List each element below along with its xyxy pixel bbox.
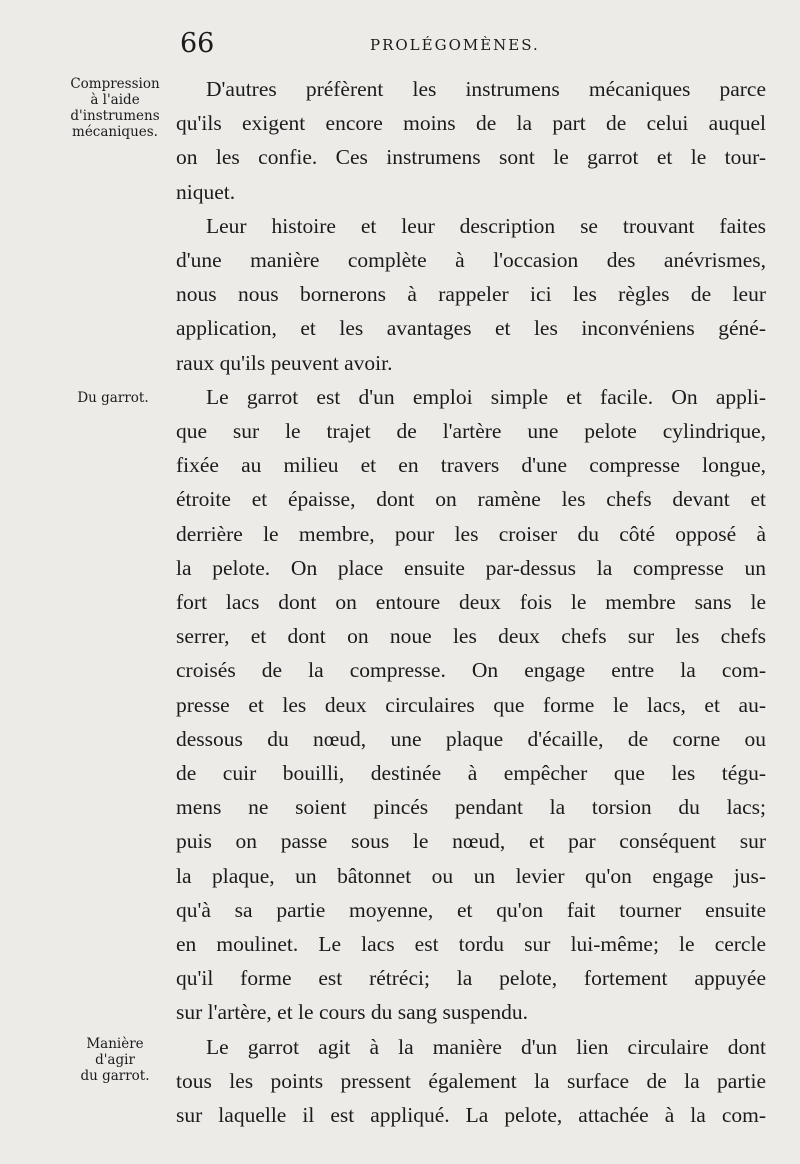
text-line: dessous du nœud, une plaque d'écaille, de corne ou <box>176 726 766 751</box>
text-line: puis on passe sous le nœud, et par conséquent sur <box>176 829 766 854</box>
margin-note-line: d'instrumens <box>70 108 160 124</box>
body-text <box>176 72 766 1132</box>
text-line: nous nous bornerons à rappeler ici les règles de leur <box>176 282 766 307</box>
margin-note-line: Manière <box>86 1036 144 1052</box>
text-line: Le garrot est d'un emploi simple et facile. On appli- <box>206 384 766 409</box>
text-line: Leur histoire et leur description se trouvant faites <box>206 213 766 238</box>
text-line: sur laquelle il est appliqué. La pelote, attachée à la com- <box>176 1103 766 1128</box>
text-line: en moulinet. Le lacs est tordu sur lui-même; le cercle <box>176 932 766 957</box>
text-line: d'une manière complète à l'occasion des anévrismes, <box>176 248 766 273</box>
margin-note-line: à l'aide <box>90 92 140 108</box>
running-title: PROLÉGOMÈNES. <box>370 36 540 54</box>
margin-note-line: Compression <box>70 76 160 92</box>
text-line: D'autres préfèrent les instrumens mécaniques parce <box>206 77 766 101</box>
text-line: de cuir bouilli, destinée à empêcher que les tégu- <box>176 761 766 786</box>
text-line: étroite et épaisse, dont on ramène les chefs devant et <box>176 487 766 512</box>
margin-note-maniere <box>60 1036 170 1084</box>
margin-note-line: d'agir <box>95 1052 135 1068</box>
text-line: qu'ils exigent encore moins de la part de celui auquel <box>176 111 766 136</box>
text-line: on les confie. Ces instrumens sont le garrot et le tour- <box>176 145 766 170</box>
margin-note-line: Du garrot. <box>77 390 149 406</box>
text-line: fixée au milieu et en travers d'une compresse longue, <box>176 453 766 478</box>
text-line: niquet. <box>176 179 236 204</box>
text-line: serrer, et dont on noue les deux chefs sur les chefs <box>176 624 766 649</box>
text-line: derrière le membre, pour les croiser du côté opposé à <box>176 521 766 546</box>
paragraph-compression <box>176 72 766 209</box>
margin-note-compression <box>60 76 170 140</box>
text-line: application, et les avantages et les inconvéniens géné- <box>176 316 766 341</box>
page-header <box>0 28 800 68</box>
paragraph-garrot <box>176 380 766 1030</box>
text-line: presse et les deux circulaires que forme le lacs, et au- <box>176 692 766 717</box>
text-line: tous les points pressent également la surface de la partie <box>176 1068 766 1093</box>
paragraph-maniere <box>176 1030 766 1133</box>
text-line: la pelote. On place ensuite par-dessus la compresse un <box>176 555 766 580</box>
text-line: qu'il forme est rétréci; la pelote, fortement appuyée <box>176 966 766 991</box>
text-line: fort lacs dont on entoure deux fois le membre sans le <box>176 590 766 615</box>
text-line: sur l'artère, et le cours du sang suspendu. <box>176 1000 528 1025</box>
text-line: Le garrot agit à la manière d'un lien circulaire dont <box>206 1034 766 1059</box>
paragraph-histoire <box>176 209 766 380</box>
text-line: la plaque, un bâtonnet ou un levier qu'on engage jus- <box>176 863 766 888</box>
text-line: raux qu'ils peuvent avoir. <box>176 350 393 375</box>
text-line: que sur le trajet de l'artère une pelote cylindrique, <box>176 419 766 444</box>
margin-note-garrot <box>58 390 168 406</box>
margin-note-line: mécaniques. <box>72 124 158 140</box>
margin-note-line: du garrot. <box>80 1068 150 1084</box>
text-line: mens ne soient pincés pendant la torsion du lacs; <box>176 795 766 820</box>
text-line: qu'à sa partie moyenne, et qu'on fait tourner ensuite <box>176 897 766 922</box>
text-line: croisés de la compresse. On engage entre la com- <box>176 658 766 683</box>
page-number: 66 <box>180 28 215 59</box>
